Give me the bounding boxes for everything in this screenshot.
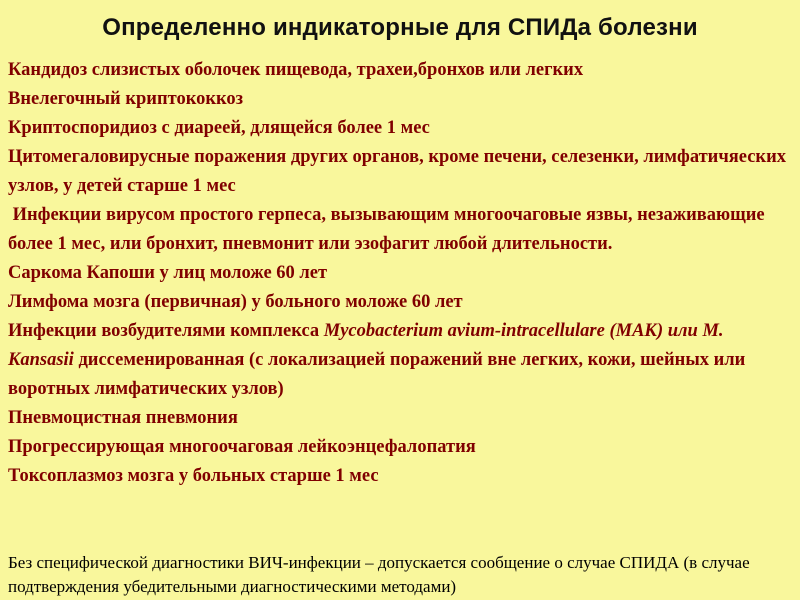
list-item: Криптоспоридиоз с диареей, длящейся более 1 мес <box>8 118 430 138</box>
list-item: Пневмоцистная пневмония <box>8 408 238 428</box>
slide-title: Определенно индикаторные для СПИДа болезни <box>102 14 698 41</box>
list-item-mac <box>8 317 788 404</box>
mac-text-part1: Инфекции возбудителями комплекса <box>8 321 324 341</box>
list-item: Саркома Капоши у лиц моложе 60 лет <box>8 263 328 283</box>
list-item: Кандидоз слизистых оболочек пищевода, трахеи,бронхов или легких <box>8 60 584 80</box>
disease-list <box>8 56 788 491</box>
list-item: Инфекции вирусом простого герпеса, вызывающим многоочаговые язвы, незаживающие более 1 мес, или бронхит, пневмонит или эзофагит любой длительности. <box>8 205 770 254</box>
list-item: Токсоплазмоз мозга у больных старше 1 мес <box>8 466 379 486</box>
list-item: Прогрессирующая многоочаговая лейкоэнцефалопатия <box>8 437 476 457</box>
list-item: Внелегочный криптококкоз <box>8 89 244 109</box>
list-item: Лимфома мозга (первичная) у больного моложе 60 лет <box>8 292 463 312</box>
list-item: Цитомегаловирусные поражения других органов, кроме печени, селезенки, лимфатичяеских узлов, у детей старше 1 мес <box>8 147 786 196</box>
mac-text-part2: диссеменированная (с локализацией поражений вне легких, кожи, шейных или воротных лимфатических узлов) <box>8 350 746 399</box>
footnote: Без специфической диагностики ВИЧ-инфекции – допускается сообщение о случае СПИДА (в случае подтверждения убедительными диагностическими методами) <box>8 553 750 596</box>
mac-italic-organism: Mycobacterium avium-intracellulare (МАК) или M. Kansasii <box>8 321 724 370</box>
